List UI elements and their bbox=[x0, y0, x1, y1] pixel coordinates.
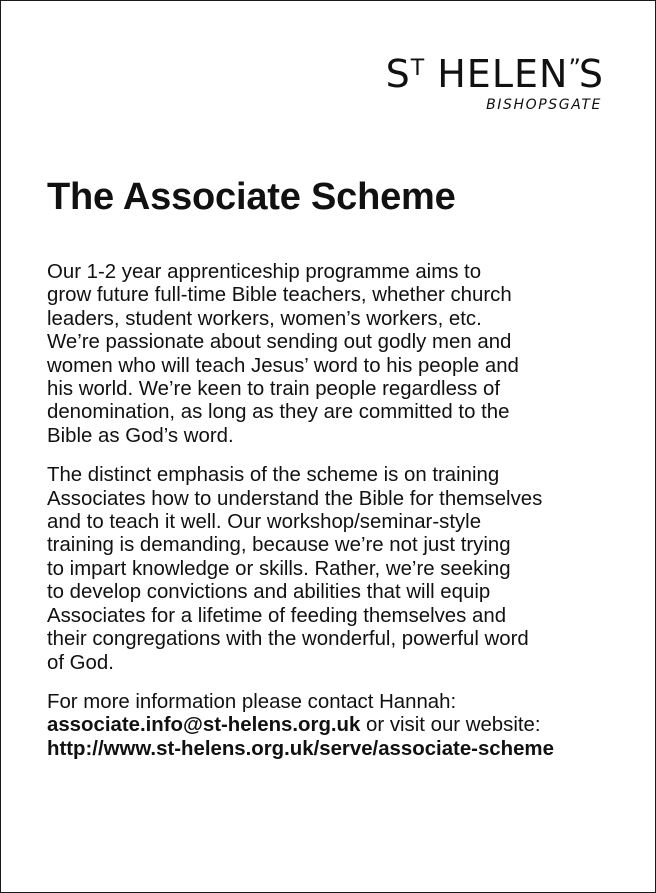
logo-superscript-t: T bbox=[410, 56, 425, 81]
contact-paragraph bbox=[47, 691, 612, 761]
st-helens-logo bbox=[364, 52, 604, 113]
page-title: The Associate Scheme bbox=[47, 176, 456, 218]
logo-letter-s: S bbox=[385, 52, 411, 96]
paragraph-intro bbox=[47, 261, 612, 448]
contact-website[interactable]: http://www.st-helens.org.uk/serve/associate-scheme bbox=[47, 737, 554, 760]
paragraph-line: Associates how to understand the Bible for themselves bbox=[47, 487, 543, 510]
paragraph-line: grow future full-time Bible teachers, whether church bbox=[47, 284, 512, 307]
paragraph-line: denomination, as long as they are committed to the bbox=[47, 401, 510, 424]
contact-email-suffix: or visit our website: bbox=[360, 714, 541, 737]
contact-intro: For more information please contact Hannah: bbox=[47, 690, 457, 713]
paragraph-emphasis bbox=[47, 464, 612, 675]
contact-email-line bbox=[47, 714, 612, 737]
paragraph-line: Associates for a lifetime of feeding themselves and bbox=[47, 604, 507, 627]
paragraph-line: their congregations with the wonderful, powerful word bbox=[47, 628, 529, 651]
logo-letter-s-final: S bbox=[578, 52, 604, 96]
paragraph-line: We’re passionate about sending out godly men and bbox=[47, 331, 512, 354]
paragraph-line: to develop convictions and abilities that will equip bbox=[47, 581, 491, 604]
logo-name: HELEN bbox=[424, 52, 569, 96]
paragraph-line: Bible as God’s word. bbox=[47, 424, 234, 447]
paragraph-line: training is demanding, because we’re not just trying bbox=[47, 534, 511, 557]
paragraph-line: and to teach it well. Our workshop/seminar-style bbox=[47, 511, 482, 534]
paragraph-line: of God. bbox=[47, 651, 114, 674]
paragraph-line: to impart knowledge or skills. Rather, we’re seeking bbox=[47, 557, 511, 580]
paragraph-line: leaders, student workers, women’s workers, etc. bbox=[47, 307, 482, 330]
paragraph-line: The distinct emphasis of the scheme is on training bbox=[47, 464, 500, 487]
body-text bbox=[47, 261, 612, 777]
paragraph-line: Our 1-2 year apprenticeship programme aims to bbox=[47, 261, 482, 283]
logo-wordmark bbox=[364, 52, 604, 96]
logo-subtitle: BISHOPSGATE bbox=[486, 97, 602, 113]
logo-apostrophe: ” bbox=[568, 54, 579, 82]
paragraph-line: his world. We’re keen to train people regardless of bbox=[47, 378, 500, 401]
contact-email[interactable]: associate.info@st-helens.org.uk bbox=[47, 714, 361, 737]
paragraph-line: women who will teach Jesus’ word to his people and bbox=[47, 354, 519, 377]
